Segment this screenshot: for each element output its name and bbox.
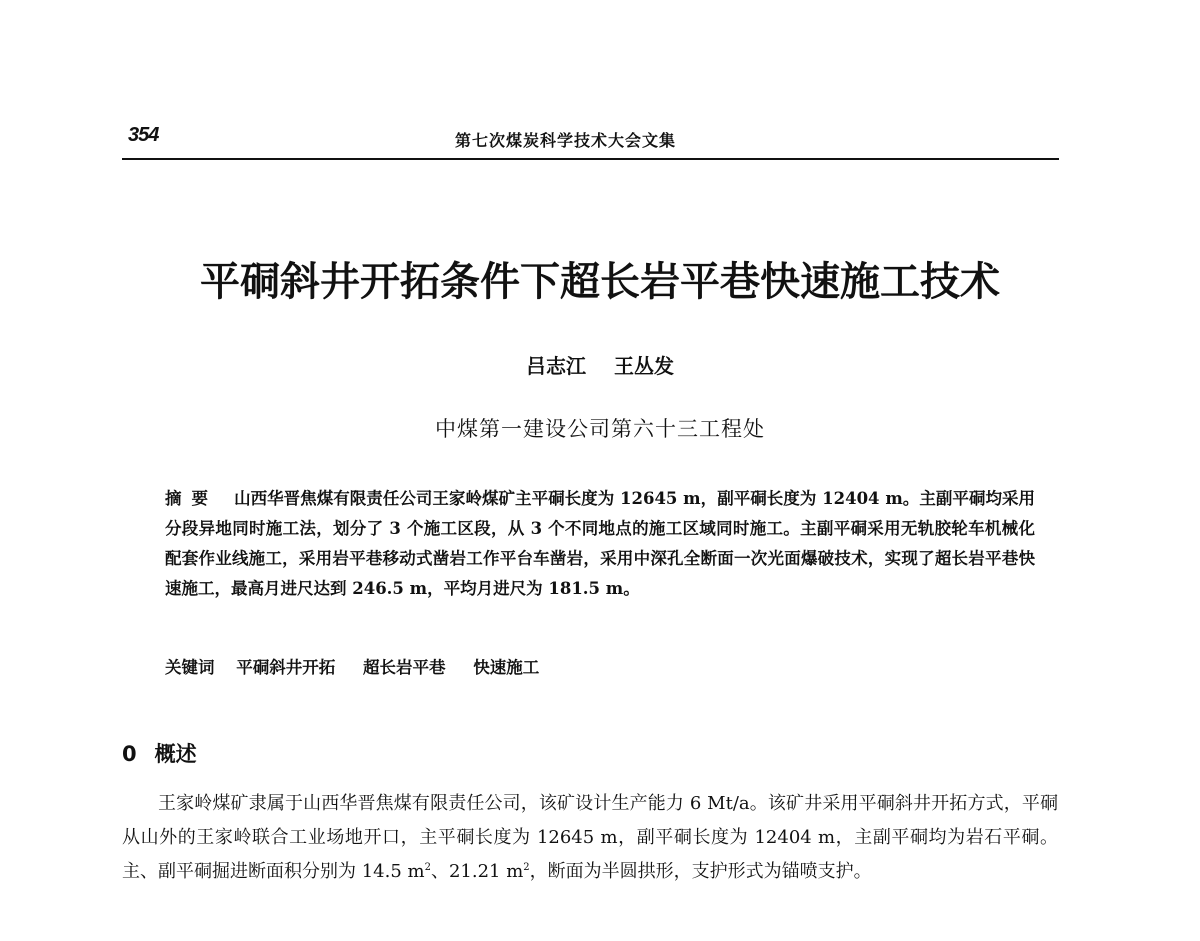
running-header: 第七次煤炭科学技术大会文集 [455,131,677,150]
abstract [165,484,1035,604]
section-number: 0 [122,742,137,766]
body-paragraph [122,787,1058,889]
keyword: 超长岩平巷 [363,658,446,677]
keywords [165,653,1035,683]
author-list [0,350,1200,379]
author-affiliation: 中煤第一建设公司第六十三工程处 [435,417,765,441]
author-name: 王丛发 [614,354,674,378]
superscript: 2 [523,862,530,873]
abstract-text: 山西华晋焦煤有限责任公司王家岭煤矿主平硐长度为 12645 m，副平硐长度为 12404 m。主副平硐均采用分段异地同时施工法，划分了 3 个施工区段，从 3 个不同地点的施工区域同时施工。主副平硐采用无轨胶轮车机械化配套作业线施工，采用岩平巷移动式凿岩工作平台车凿岩，采用中深孔全断面一次光面爆破技术，实现了超长岩平巷快速施工，最高月进尺达到 246.5 m，平均月进尺为 181.5 m。 [165,489,1036,598]
page-number: 354 [128,124,159,146]
superscript: 2 [424,862,431,873]
paragraph-text: ，断面为半圆拱形，支护形式为锚喷支护。 [529,861,872,882]
keyword: 平硐斜井开拓 [236,658,336,677]
keyword: 快速施工 [473,658,540,677]
author-name: 吕志江 [526,354,586,378]
section-title: 概述 [154,742,197,766]
header-rule [122,158,1059,160]
keywords-label: 关键词 [165,658,215,677]
paragraph-text: 王家岭煤矿隶属于山西华晋焦煤有限责任公司，该矿设计生产能力 6 Mt/a。该矿井采用平硐斜井开拓方式，平硐从山外的王家岭联合工业场地开口，主平硐长度为 12645 m，副平硐长度为 12404 m，主副平硐均为岩石平硐。主、副平硐掘进断面积分别为 14.5 m [122,793,1058,882]
abstract-label: 摘要 [165,489,219,508]
paragraph-text: 、21.21 m [430,861,524,882]
article-title: 平硐斜井开拓条件下超长岩平巷快速施工技术 [200,258,1000,305]
section-heading [122,738,197,768]
